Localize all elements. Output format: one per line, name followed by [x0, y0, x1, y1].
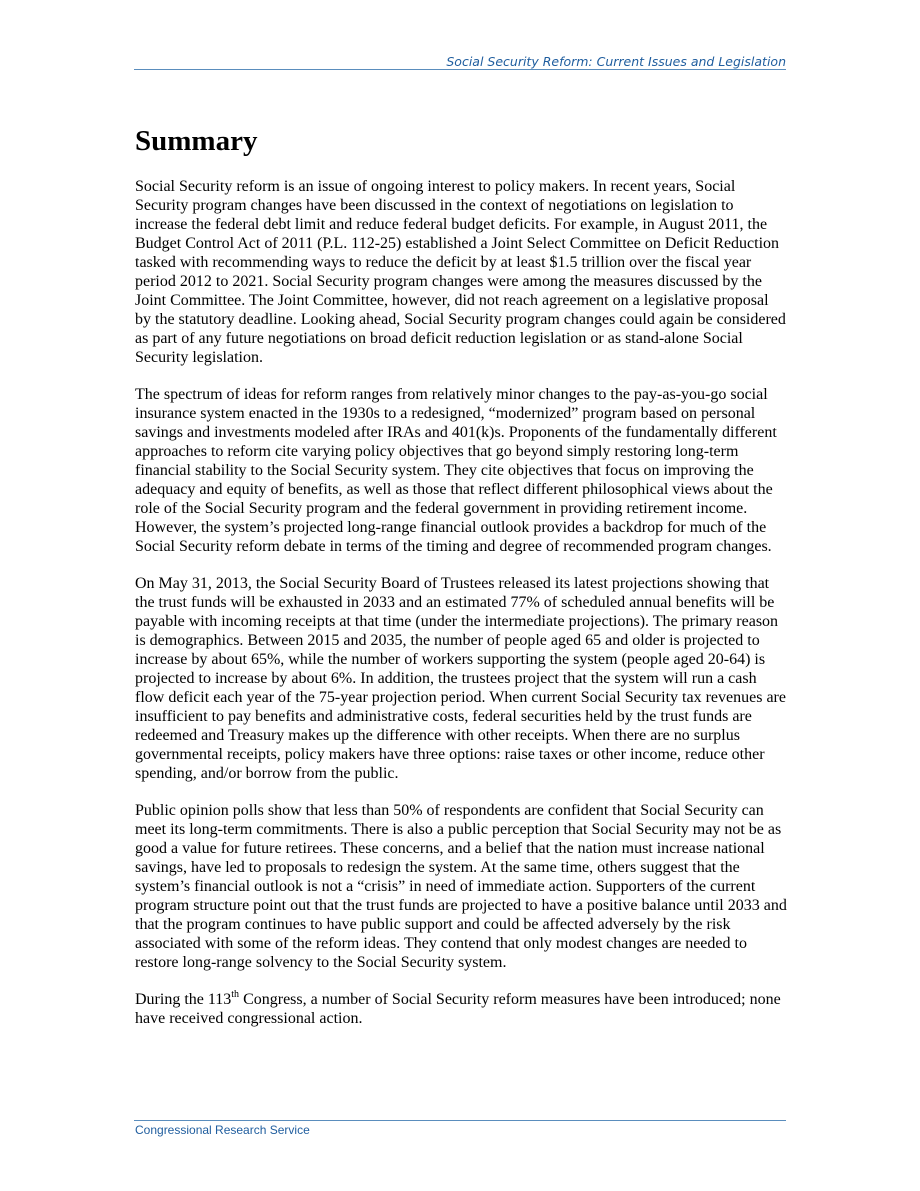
summary-paragraph-4: Public opinion polls show that less than 50% of respondents are confident that Social Security can meet its long-term commitments. There is also a public perception that Social Security may not be as good a value for future retirees. These concerns, and a belief that the nation must increase national savings, have led to proposals to redesign the system. At the same time, others suggest that the system’s financial outlook is not a “crisis” in need of immediate action. Supporters of the current program structure point out that the trust funds are projected to have a positive balance until 2033 and that the program continues to have public support and could be affected adversely by the risk associated with some of the reform ideas. They contend that only modest changes are needed to restore long-range solvency to the Social Security system. [135, 802, 787, 971]
summary-paragraph-5 [135, 990, 787, 1028]
footer-divider [134, 1120, 786, 1121]
footer-organization: Congressional Research Service [135, 1123, 310, 1137]
summary-body [135, 177, 787, 1046]
ordinal-suffix: th [231, 988, 240, 1000]
header-divider [134, 69, 786, 70]
summary-paragraph-3: On May 31, 2013, the Social Security Board of Trustees released its latest projections showing that the trust funds will be exhausted in 2033 and an estimated 77% of scheduled annual benefits will be payable with incoming receipts at that time (under the intermediate projections). The primary reason is demographics. Between 2015 and 2035, the number of people aged 65 and older is projected to increase by about 65%, while the number of workers supporting the system (people aged 20-64) is projected to increase by about 6%. In addition, the trustees project that the system will run a cash flow deficit each year of the 75-year projection period. When current Social Security tax revenues are insufficient to pay benefits and administrative costs, federal securities held by the trust funds are redeemed and Treasury makes up the difference with other receipts. When there are no surplus governmental receipts, policy makers have three options: raise taxes or other income, reduce other spending, and/or borrow from the public. [135, 575, 786, 782]
paragraph-5-lead: During the 113 [135, 991, 232, 1008]
page-title: Summary [135, 125, 258, 157]
paragraph-5-rest: Congress, a number of Social Security reform measures have been introduced; none have received congressional action. [135, 991, 781, 1027]
running-header-title: Social Security Reform: Current Issues and Legislation [446, 54, 786, 69]
summary-paragraph-1: Social Security reform is an issue of ongoing interest to policy makers. In recent years, Social Security program changes have been discussed in the context of negotiations on legislation to increase the federal debt limit and reduce federal budget deficits. For example, in August 2011, the Budget Control Act of 2011 (P.L. 112-25) established a Joint Select Committee on Deficit Reduction tasked with recommending ways to reduce the deficit by at least $1.5 trillion over the fiscal year period 2012 to 2021. Social Security program changes were among the measures discussed by the Joint Committee. The Joint Committee, however, did not reach agreement on a legislative proposal by the statutory deadline. Looking ahead, Social Security program changes could again be considered as part of any future negotiations on broad deficit reduction legislation or as stand-alone Social Security legislation. [135, 178, 786, 366]
summary-paragraph-2: The spectrum of ideas for reform ranges from relatively minor changes to the pay-as-you-go social insurance system enacted in the 1930s to a redesigned, “modernized” program based on personal savings and investments modeled after IRAs and 401(k)s. Proponents of the fundamentally different approaches to reform cite varying policy objectives that go beyond simply restoring long-term financial stability to the Social Security system. They cite objectives that focus on improving the adequacy and equity of benefits, as well as those that reflect different philosophical views about the role of the Social Security program and the federal government in providing retirement income. However, the system’s projected long-range financial outlook provides a backdrop for much of the Social Security reform debate in terms of the timing and degree of recommended program changes. [135, 386, 777, 555]
